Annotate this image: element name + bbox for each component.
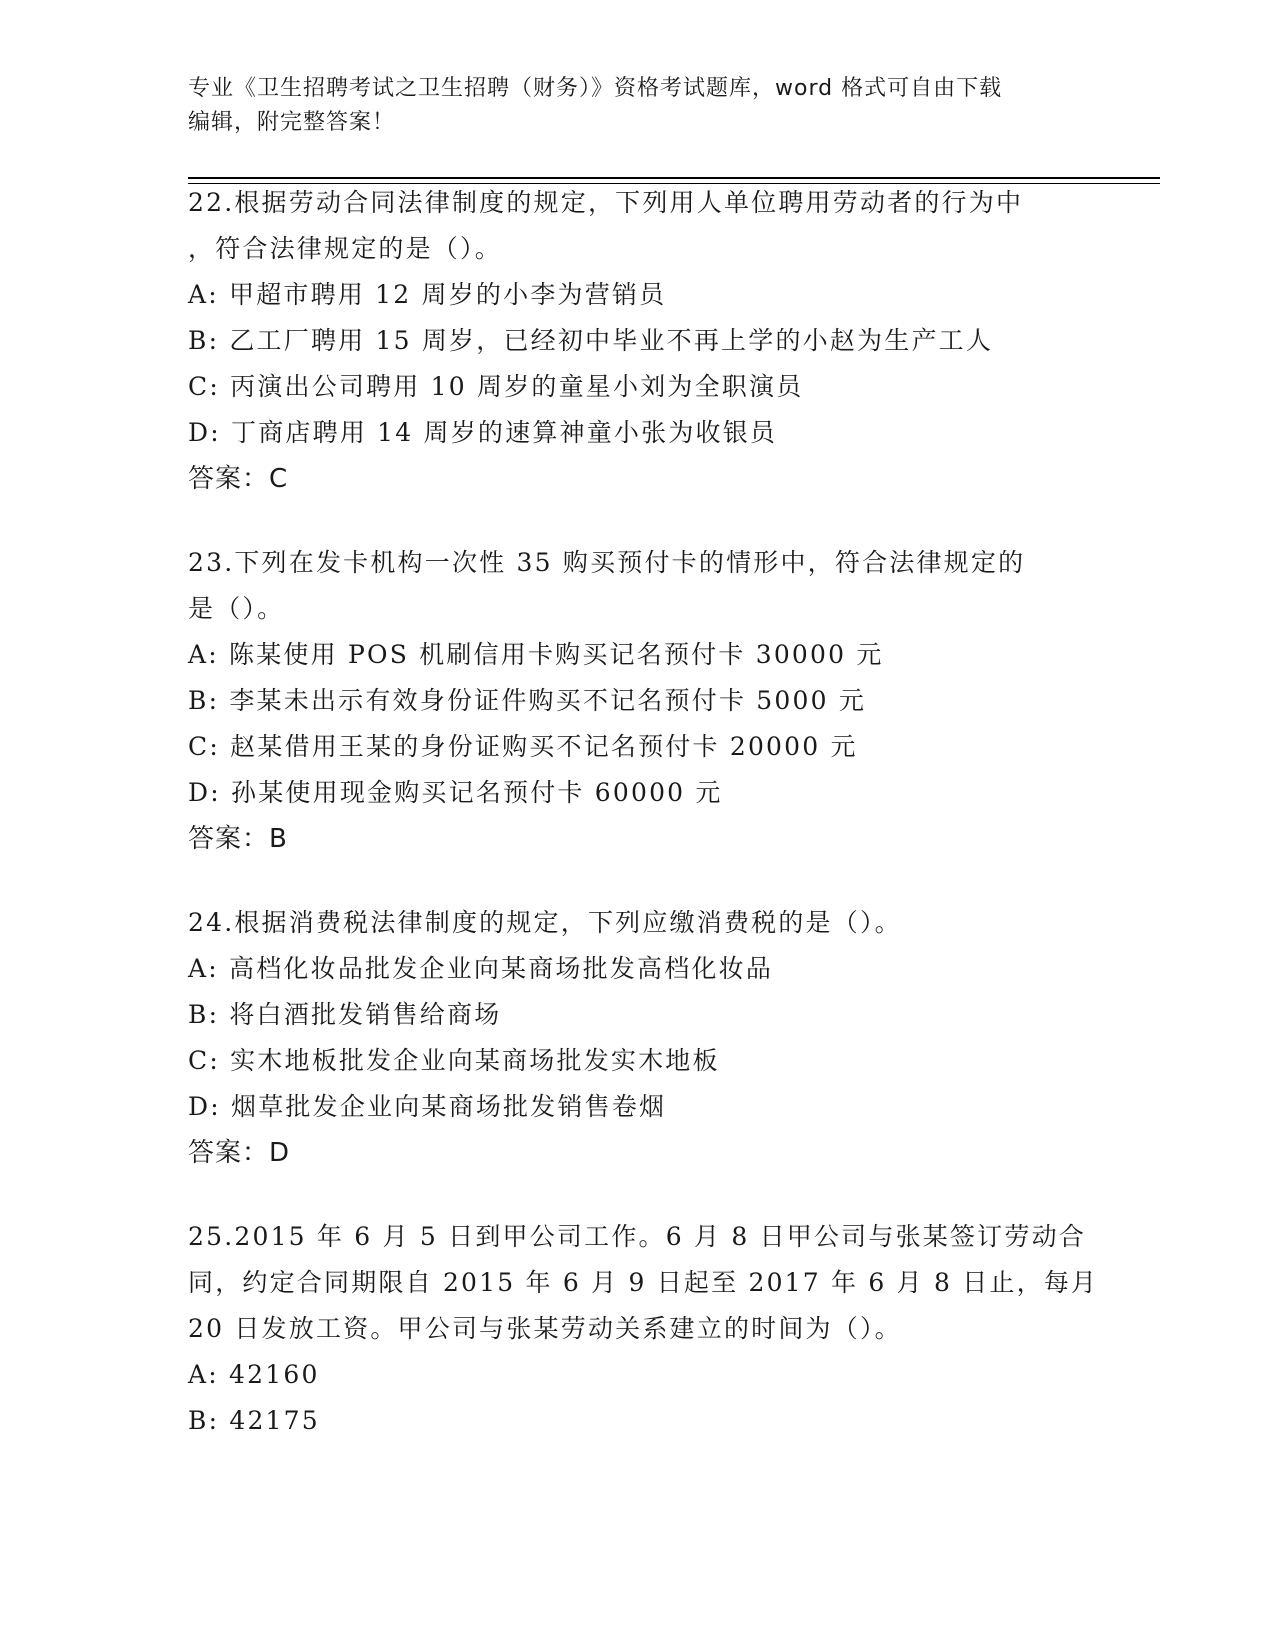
- document-header: [188, 72, 1088, 140]
- answer-line: 答案：D: [188, 1138, 291, 1168]
- question-stem-line: 20 日发放工资。甲公司与张某劳动关系建立的时间为（）。: [188, 1314, 902, 1343]
- option-b: B: 乙工厂聘用 15 周岁，已经初中毕业不再上学的小赵为生产工人: [188, 326, 994, 355]
- question-stem-line: ，符合法律规定的是（）。: [188, 234, 502, 263]
- option-b: B: 将白酒批发销售给商场: [188, 1000, 502, 1029]
- question-stem-line: 同，约定合同期限自 2015 年 6 月 9 日起至 2017 年 6 月 8 日止，每月: [188, 1268, 1099, 1297]
- option-d: D: 丁商店聘用 14 周岁的速算神童小张为收银员: [188, 418, 778, 447]
- option-c: C: 实木地板批发企业向某商场批发实木地板: [188, 1046, 720, 1075]
- option-b: B: 李某未出示有效身份证件购买不记名预付卡 5000 元: [188, 686, 867, 715]
- question-23: [188, 540, 1088, 862]
- header-line-2: 编辑，附完整答案！: [188, 110, 396, 135]
- question-25: [188, 1214, 1099, 1444]
- question-stem-line: 22.根据劳动合同法律制度的规定，下列用人单位聘用劳动者的行为中: [188, 188, 1024, 217]
- option-a: A: 陈某使用 POS 机刷信用卡购买记名预付卡 30000 元: [188, 640, 884, 669]
- option-c: C: 赵某借用王某的身份证购买不记名预付卡 20000 元: [188, 732, 858, 761]
- header-divider-thick: [188, 177, 1160, 179]
- option-c: C: 丙演出公司聘用 10 周岁的童星小刘为全职演员: [188, 372, 804, 401]
- question-22: [188, 180, 1088, 502]
- option-a: A: 42160: [188, 1360, 320, 1389]
- option-d: D: 孙某使用现金购买记名预付卡 60000 元: [188, 778, 723, 807]
- answer-line: 答案：B: [188, 824, 288, 854]
- option-b: B: 42175: [188, 1406, 320, 1435]
- question-stem-line: 24.根据消费税法律制度的规定，下列应缴消费税的是（）。: [188, 908, 902, 937]
- question-stem-line: 是（）。: [188, 594, 285, 623]
- question-24: [188, 900, 1088, 1176]
- question-stem-line: 25.2015 年 6 月 5 日到甲公司工作。6 月 8 日甲公司与张某签订劳动合: [188, 1222, 1086, 1251]
- option-a: A: 甲超市聘用 12 周岁的小李为营销员: [188, 280, 667, 309]
- answer-line: 答案：C: [188, 464, 289, 494]
- option-a: A: 高档化妆品批发企业向某商场批发高档化妆品: [188, 954, 774, 983]
- question-stem-line: 23.下列在发卡机构一次性 35 购买预付卡的情形中，符合法律规定的: [188, 548, 1026, 577]
- header-line-1: 专业《卫生招聘考试之卫生招聘（财务）》资格考试题库，word 格式可自由下载: [188, 76, 1003, 101]
- option-d: D: 烟草批发企业向某商场批发销售卷烟: [188, 1092, 667, 1121]
